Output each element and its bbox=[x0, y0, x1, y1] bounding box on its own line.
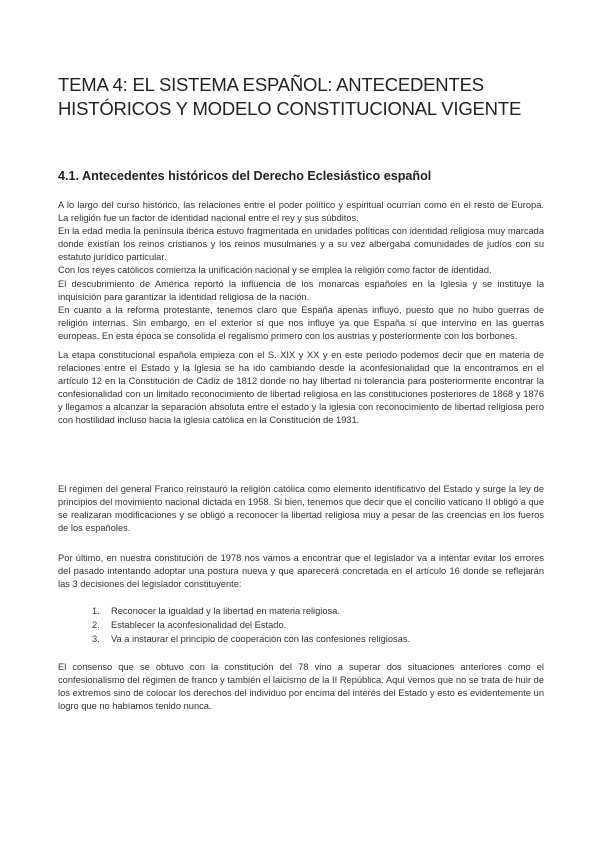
constitutional-paragraph: La etapa constitucional española empieza con el S. XIX y XX y en este periodo podemos decir que en materia de relaciones entre el Estado y la Iglesia se ha ido cambiando desde la aconfesionalidad que la encontramos en el artículo 12 en la Constitución de Cádiz de 1812 donde no hay libertad ni tolerancia para posteriormente encontrar la confesionalidad con un limitado reconocimiento de libertad religiosa en las constituciones posteriores de 1868 y 1876 y llegamos a alcanzar la separación absoluta entre el estado y la iglesia con reconocimiento de libertad religiosa pero con hostilidad incluso hacia la iglesia católica en la Constitución de 1931. bbox=[58, 350, 544, 426]
list-number: 3. bbox=[92, 634, 100, 645]
list-item bbox=[58, 618, 538, 632]
franco-paragraph: El régimen del general Franco reinstauró la religión católica como elemento identificativo del Estado y surge la ley de principios del movimiento nacional dictada en 1958. Si bien, tenemos que decir que el concilio vaticano II obligó a que se realizaran modificaciones y se obligó a reconocer la libertad religiosa muy a pesar de las creencias en los fueros de los españoles. bbox=[58, 484, 544, 534]
list-item bbox=[58, 604, 538, 618]
constitution-1978-paragraph: Por último, en nuestra constitución de 1978 nos vamos a encontrar que el legislador va a intentar evitar los errores del pasado intentando adoptar una postura nueva y que aparecerá concretada en el artículo 16 donde se reflejarán las 3 decisiones del legislador constituyente: bbox=[58, 553, 544, 590]
section-heading: 4.1. Antecedentes históricos del Derecho Eclesiástico español bbox=[58, 169, 432, 183]
intro-paragraph bbox=[58, 199, 544, 343]
page-title: TEMA 4: EL SISTEMA ESPAÑOL: ANTECEDENTES HISTÓRICOS Y MODELO CONSTITUCIONAL VIGENTE bbox=[58, 74, 522, 119]
list-text: Va a instaurar el principio de cooperación con las confesiones religiosas. bbox=[111, 634, 411, 645]
list-number: 2. bbox=[92, 620, 100, 631]
intro-line: En la edad media la península ibérica estuvo fragmentada en unidades políticas con identidad religiosa muy marcada donde existían los reinos cristianos y los reinos musulmanes y a su vez albergaba comunidades de judíos con su estatuto jurídico particular. bbox=[58, 226, 544, 263]
intro-line: El descubrimiento de América reportó la influencia de los monarcas españoles en la Iglesia y se instituye la inquisición para garantizar la identidad religiosa de la nación. bbox=[58, 278, 544, 302]
list-number: 1. bbox=[92, 606, 100, 616]
decisions-list bbox=[58, 604, 538, 647]
intro-line: Con los reyes católicos comienza la unificación nacional y se emplea la religión como factor de identidad. bbox=[58, 265, 492, 276]
consensus-paragraph: El consenso que se obtuvo con la constitución del 78 vino a superar dos situaciones anteriores como el confesionalismo del régimen de franco y también el laicismo de la II República. Aquí vemos que no se trata de huir de los extremos sino de colocar los derechos del individuo por encima del interés del Estado y esto es evidentemente un logro que no habíamos tenido nunca. bbox=[58, 662, 544, 712]
list-text: Establecer la aconfesionalidad del Estado. bbox=[111, 620, 287, 631]
intro-line: A lo largo del curso histórico, las relaciones entre el poder político y espiritual ocurrían como en el resto de Europa. La religión fue un factor de identidad nacional entre el rey y sus súbditos. bbox=[58, 200, 544, 224]
intro-line: En cuanto a la reforma protestante, tenemos claro que España apenas influyó, puesto que no hubo guerras de religión internas. Sin embargo, en el exterior sí que nos influye ya que España sí que intervino en las guerras europeas. En esta época se consolida el regalismo primero con los austrias y posteriormente con los borbones. bbox=[58, 304, 544, 341]
list-item bbox=[58, 632, 538, 646]
list-text: Reconocer la igualdad y la libertad en materia religiosa. bbox=[111, 606, 340, 616]
